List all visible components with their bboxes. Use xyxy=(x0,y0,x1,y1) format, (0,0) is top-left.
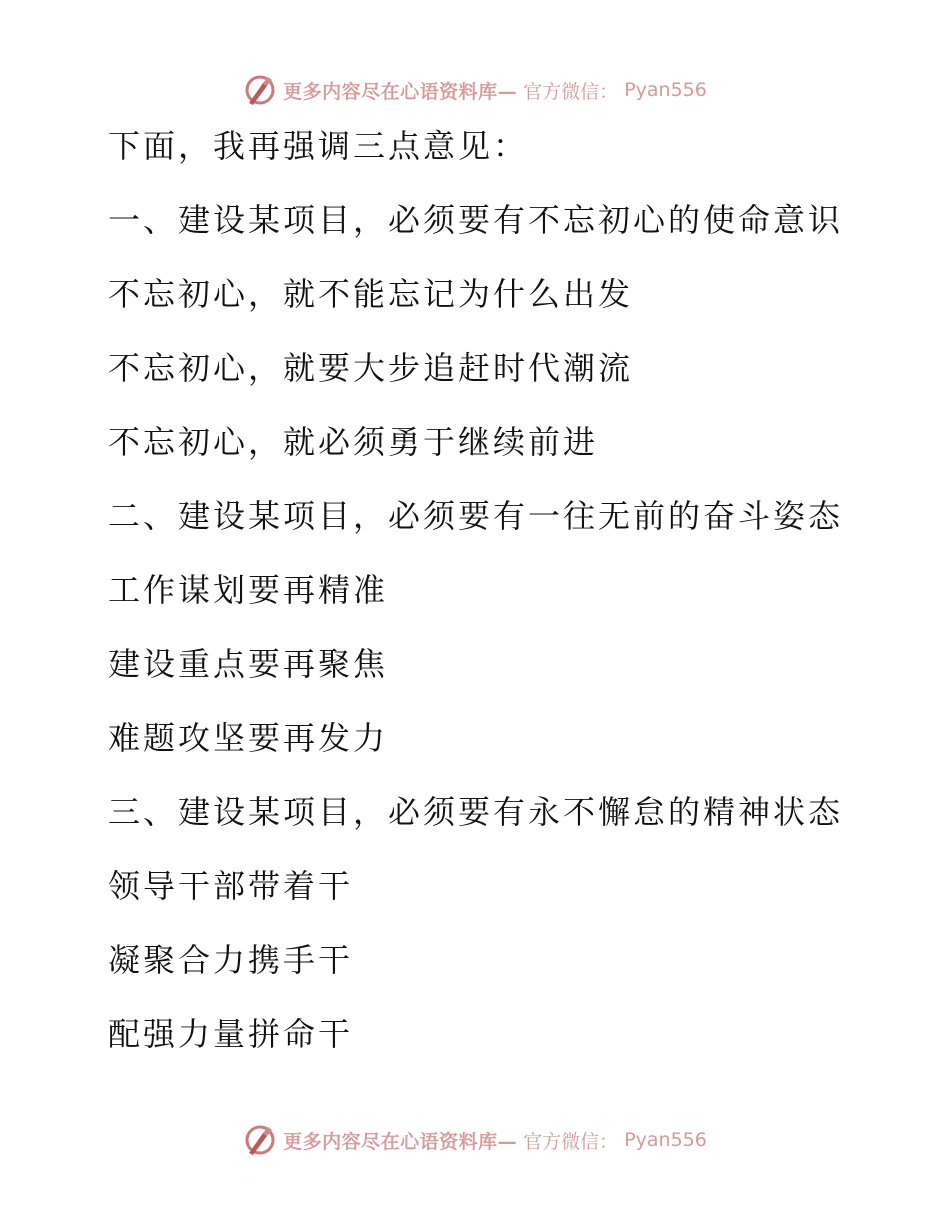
pen-circle-logo-icon xyxy=(243,73,277,107)
section-heading-1: 一、建设某项目，必须要有不忘初心的使命意识 xyxy=(108,201,844,239)
body-line: 领导干部带着干 xyxy=(108,867,354,905)
watermark-contact-id: Pyan556 xyxy=(624,1129,707,1151)
watermark-contact-id: Pyan556 xyxy=(624,79,707,101)
section-heading-3: 三、建设某项目，必须要有永不懈怠的精神状态 xyxy=(108,793,844,831)
intro-line: 下面，我再强调三点意见： xyxy=(108,127,529,165)
watermark-main-text: 更多内容尽在心语资料库— xyxy=(283,1130,518,1153)
body-line: 难题攻坚要再发力 xyxy=(108,719,389,757)
body-line: 建设重点要再聚焦 xyxy=(108,645,389,683)
watermark-contact-label: 官方微信： xyxy=(523,1130,619,1153)
body-line: 工作谋划要再精准 xyxy=(108,571,389,609)
watermark-contact-label: 官方微信： xyxy=(523,80,619,103)
pen-circle-logo-icon xyxy=(243,1123,277,1157)
body-line: 配强力量拼命干 xyxy=(108,1015,354,1053)
header-watermark xyxy=(0,70,950,110)
body-line: 不忘初心，就要大步追赶时代潮流 xyxy=(108,349,634,387)
section-heading-2: 二、建设某项目，必须要有一往无前的奋斗姿态 xyxy=(108,497,844,535)
watermark-main-text: 更多内容尽在心语资料库— xyxy=(283,80,518,103)
body-line: 不忘初心，就不能忘记为什么出发 xyxy=(108,275,634,313)
body-line: 凝聚合力携手干 xyxy=(108,941,354,979)
body-line: 不忘初心，就必须勇于继续前进 xyxy=(108,423,599,461)
document-body xyxy=(108,126,908,1088)
footer-watermark xyxy=(0,1120,950,1160)
